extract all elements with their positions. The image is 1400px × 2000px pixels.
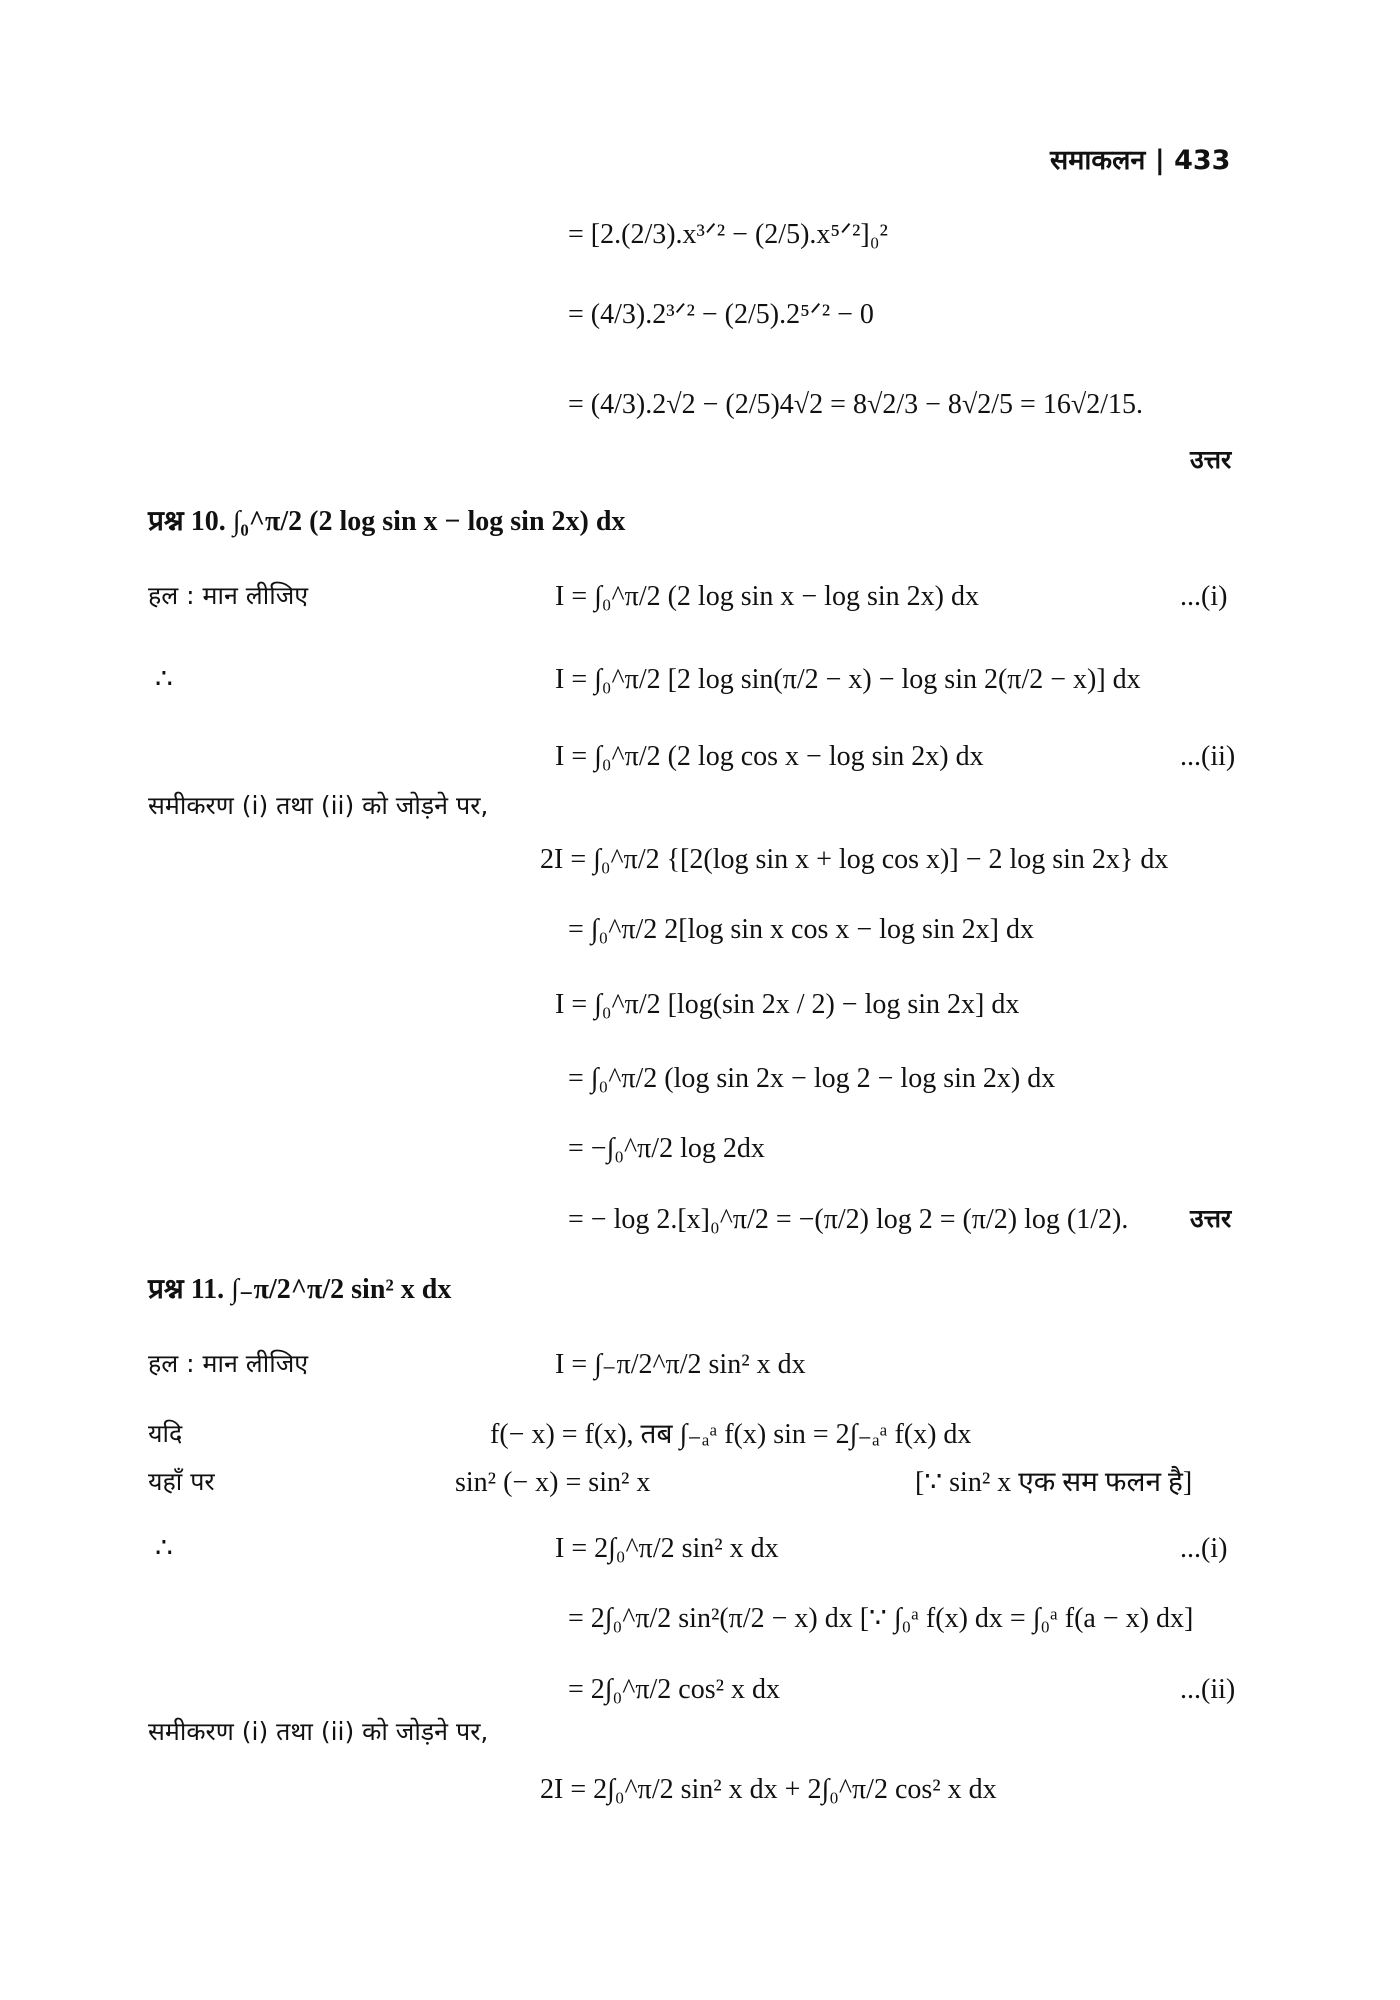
equation-line: = ∫₀^π/2 2[log sin x cos x − log sin 2x] dx [568, 914, 1034, 945]
therefore-symbol: ∴ [155, 664, 173, 695]
therefore-symbol: ∴ [155, 1533, 173, 1564]
equation-line: I = ∫₀^π/2 [log(sin 2x / 2) − log sin 2x] dx [555, 989, 1020, 1020]
equation-tag: ...(ii) [1180, 1674, 1236, 1705]
equation-line: = (4/3).2³ᐟ² − (2/5).2⁵ᐟ² − 0 [568, 299, 874, 330]
equation-line: I = ∫₀^π/2 (2 log cos x − log sin 2x) dx [555, 741, 984, 772]
equation-line: = ∫₀^π/2 (log sin 2x − log 2 − log sin 2x) dx [568, 1063, 1056, 1094]
sum-note: समीकरण (i) तथा (ii) को जोड़ने पर, [148, 1717, 489, 1746]
question-heading: प्रश्न 11. ∫₋π/2^π/2 sin² x dx [148, 1274, 452, 1305]
equation-line: I = ∫₀^π/2 [2 log sin(π/2 − x) − log sin 2(π/2 − x)] dx [555, 664, 1141, 695]
equation-line: = (4/3).2√2 − (2/5)4√2 = 8√2/3 − 8√2/5 = 16√2/15. [568, 389, 1143, 420]
equation-tag: ...(i) [1180, 581, 1228, 612]
answer-label: उत्तर [1190, 1204, 1232, 1233]
equation-line: I = ∫₀^π/2 (2 log sin x − log sin 2x) dx [555, 581, 979, 612]
equation-line: I = 2∫₀^π/2 sin² x dx [555, 1533, 779, 1564]
here-label: यहाँ पर [148, 1467, 215, 1496]
running-title: समाकलन | 433 [1050, 145, 1231, 176]
solution-intro: हल : मान लीजिए [148, 581, 309, 610]
equation-line: I = ∫₋π/2^π/2 sin² x dx [555, 1349, 806, 1380]
equation-line: = −∫₀^π/2 log 2dx [568, 1133, 765, 1164]
equation-line: 2I = ∫₀^π/2 {[2(log sin x + log cos x)] − 2 log sin 2x} dx [540, 844, 1169, 875]
equation-line: sin² (− x) = sin² x [455, 1467, 651, 1498]
question-heading: प्रश्न 10. ∫₀^π/2 (2 log sin x − log sin 2x) dx [148, 506, 626, 537]
equation-tag: ...(i) [1180, 1533, 1228, 1564]
reason-note: [∵ sin² x एक सम फलन है] [915, 1467, 1193, 1498]
equation-tag: ...(ii) [1180, 741, 1236, 772]
equation-line: f(− x) = f(x), तब ∫₋ₐᵃ f(x) sin = 2∫₋ₐᵃ f(x) dx [490, 1419, 972, 1450]
equation-line: 2I = 2∫₀^π/2 sin² x dx + 2∫₀^π/2 cos² x dx [540, 1774, 997, 1805]
if-label: यदि [148, 1419, 183, 1448]
equation-line: = 2∫₀^π/2 sin²(π/2 − x) dx [∵ ∫₀ᵃ f(x) dx = ∫₀ᵃ f(a − x) dx] [568, 1603, 1194, 1634]
sum-note: समीकरण (i) तथा (ii) को जोड़ने पर, [148, 791, 489, 820]
equation-line: = [2.(2/3).x³ᐟ² − (2/5).x⁵ᐟ²]₀² [568, 219, 888, 250]
equation-line: = 2∫₀^π/2 cos² x dx [568, 1674, 780, 1705]
solution-intro: हल : मान लीजिए [148, 1349, 309, 1378]
answer-label: उत्तर [1190, 445, 1232, 474]
equation-line: = − log 2.[x]₀^π/2 = −(π/2) log 2 = (π/2) log (1/2). [568, 1204, 1129, 1235]
